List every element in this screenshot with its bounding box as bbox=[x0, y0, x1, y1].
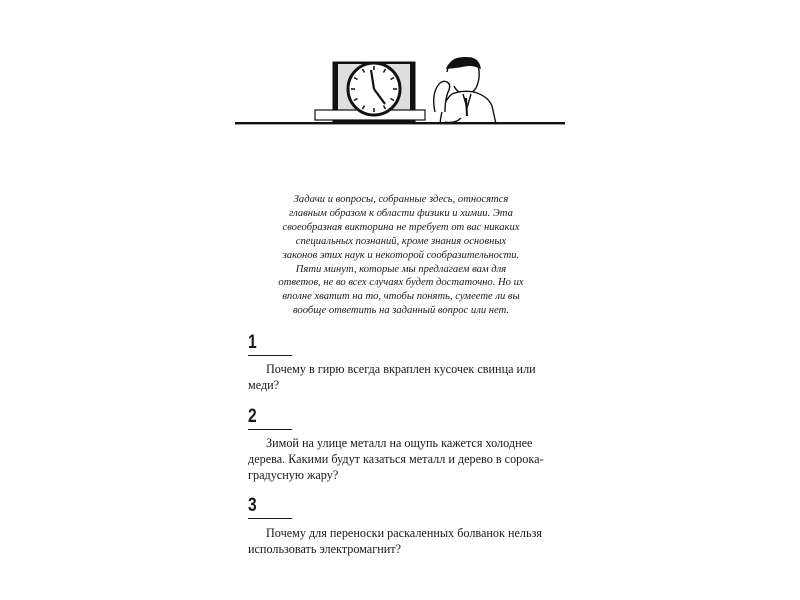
question-2-line-3: градусную жару? bbox=[248, 468, 339, 482]
intro-line: специальных познаний, кроме знания основных bbox=[295, 235, 507, 247]
thinking-man-icon bbox=[434, 58, 496, 124]
table-line bbox=[235, 122, 565, 124]
intro-line: Задачи и вопросы, собранные здесь, относятся bbox=[293, 194, 509, 205]
question-3-line-2: использовать электромагнит? bbox=[248, 542, 401, 556]
question-3-number: 3 bbox=[248, 496, 292, 519]
question-1-line-2: меди? bbox=[248, 378, 280, 392]
intro-line: Пяти минут, которые мы предлагаем вам для bbox=[295, 263, 507, 275]
header-illustration bbox=[235, 52, 565, 132]
question-1-number: 1 bbox=[248, 333, 292, 356]
intro-line: главным образом к области физики и химии. Эта bbox=[289, 207, 513, 219]
intro-line: ответов, не во всех случаях будет достаточно. Но их bbox=[278, 277, 524, 289]
question-3-line-1: Почему для переноски раскаленных болванок нельзя bbox=[266, 526, 542, 540]
intro-line: вообще ответить на заданный вопрос или нет. bbox=[292, 305, 510, 317]
intro-line: своеобразная викторина не требует от вас никаких bbox=[282, 221, 520, 233]
question-2-number: 2 bbox=[248, 407, 292, 430]
question-1-line-1: Почему в гирю всегда вкраплен кусочек свинца или bbox=[266, 362, 536, 376]
table-clock-icon bbox=[315, 62, 425, 122]
intro-line: законов этих наук и некоторой сообразительности. bbox=[282, 249, 520, 261]
question-2-line-2: дерева. Какими будут казаться металл и дерево в сорока- bbox=[248, 452, 544, 466]
intro-line: вполне хватит на то, чтобы понять, сумеете ли вы bbox=[282, 291, 520, 303]
intro-paragraph bbox=[262, 193, 540, 318]
question-2-line-1: Зимой на улице металл на ощупь кажется холоднее bbox=[266, 436, 533, 450]
